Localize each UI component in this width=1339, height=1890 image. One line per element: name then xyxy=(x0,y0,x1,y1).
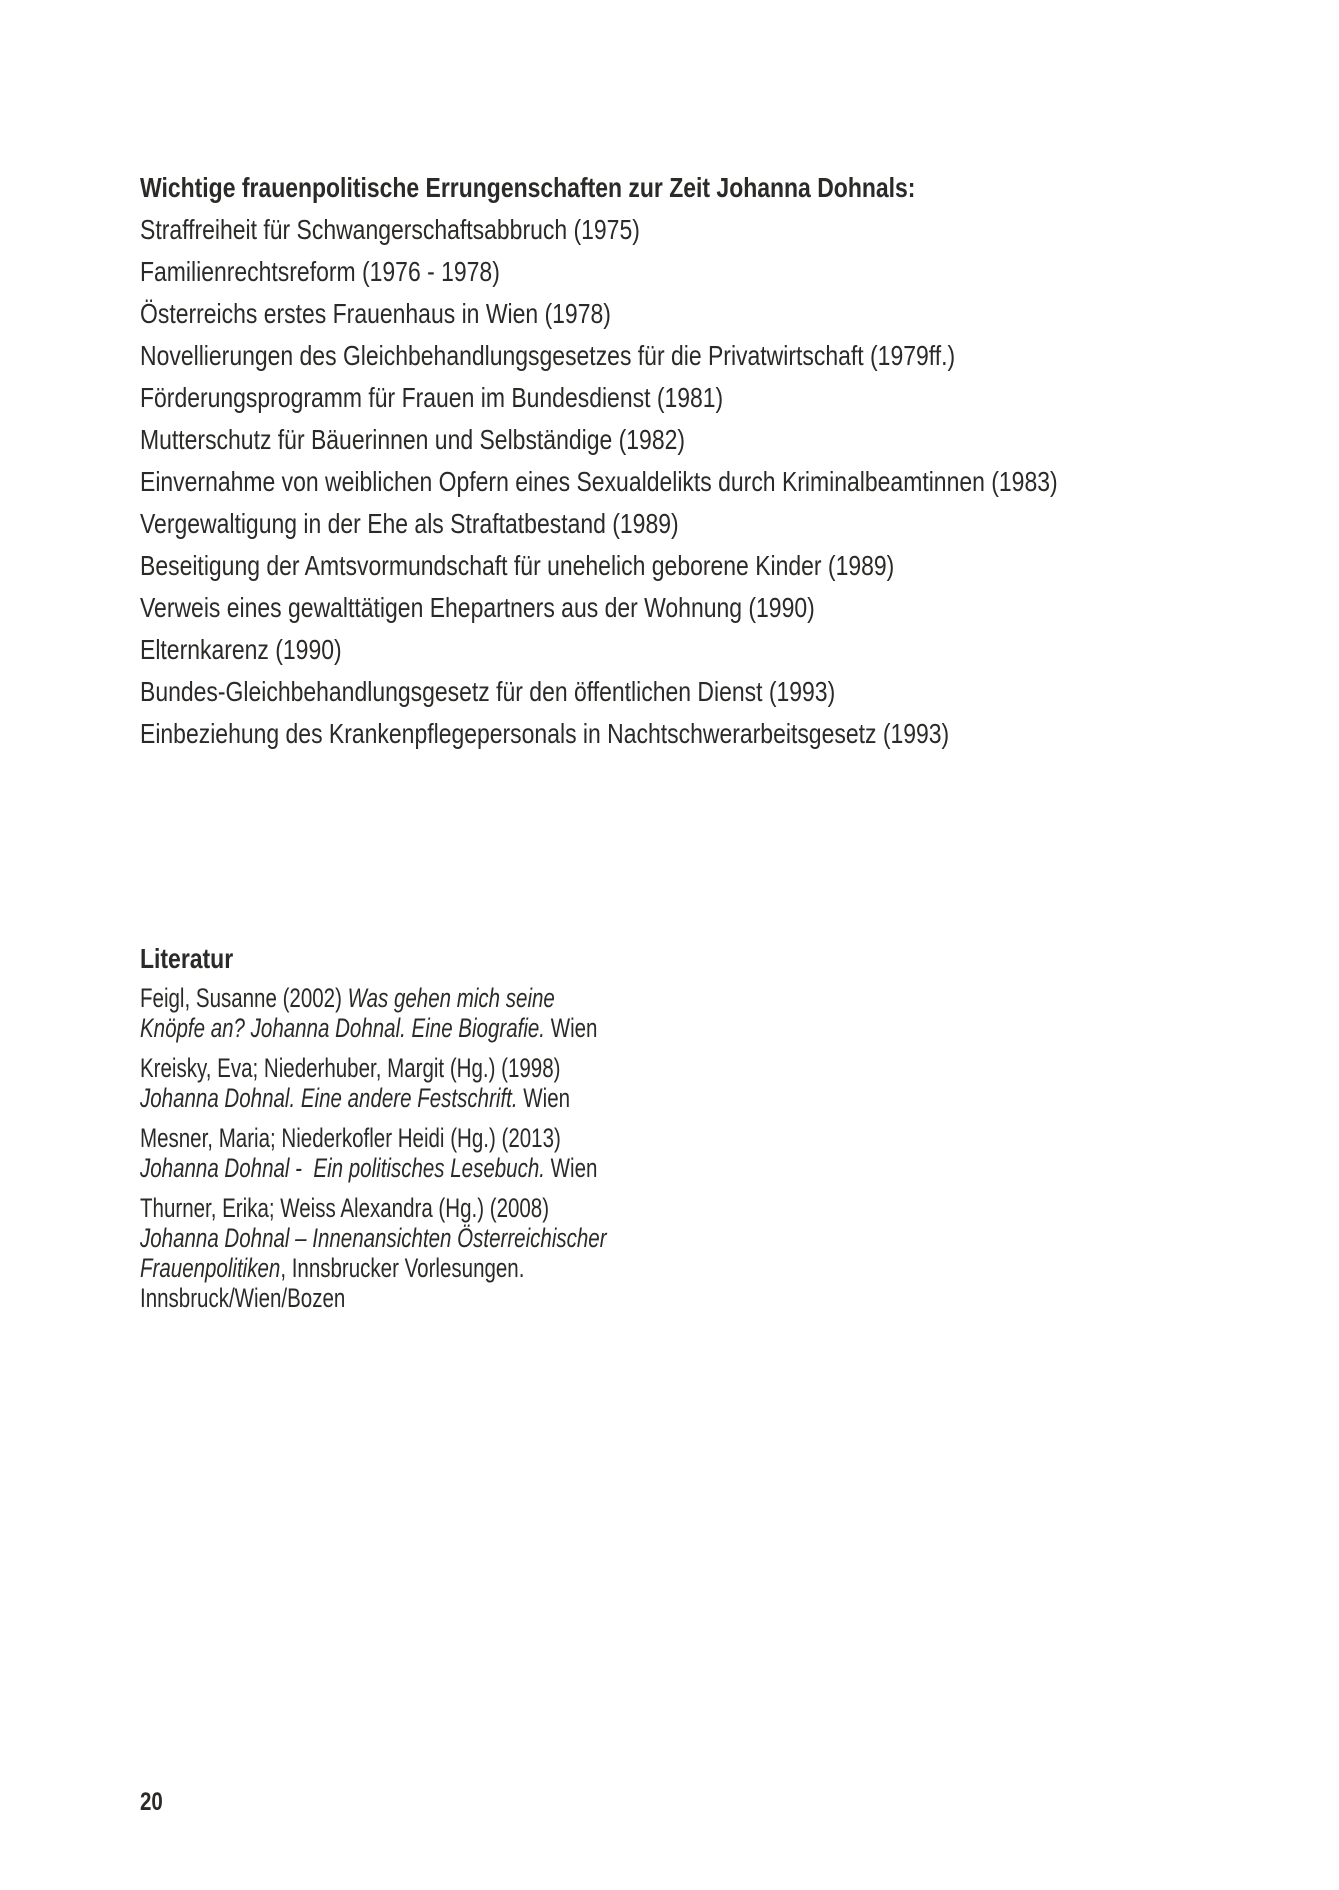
achievement-item xyxy=(140,587,1300,629)
achievement-item xyxy=(140,335,1300,377)
bib-text-segment: Thurner, Erika; Weiss Alexandra (Hg.) (2008) xyxy=(140,1193,550,1223)
achievement-item-text: Österreichs erstes Frauenhaus in Wien (1978) xyxy=(140,298,611,329)
literature-entry xyxy=(140,1123,960,1183)
achievement-item-text: Bundes-Gleichbehandlungsgesetz für den öffentlichen Dienst (1993) xyxy=(140,676,836,707)
literature-entry xyxy=(140,1053,960,1113)
bib-text-segment: Kreisky, Eva; Niederhuber, Margit (Hg.) (1998) xyxy=(140,1053,561,1083)
achievement-item-text: Mutterschutz für Bäuerinnen und Selbständige (1982) xyxy=(140,424,686,455)
achievement-item xyxy=(140,209,1300,251)
achievement-item-text: Straffreiheit für Schwangerschaftsabbruch (1975) xyxy=(140,214,640,245)
achievement-item-text: Förderungsprogramm für Frauen im Bundesdienst (1981) xyxy=(140,382,724,413)
achievement-item xyxy=(140,377,1300,419)
book-title-segment: Frauenpolitiken xyxy=(140,1253,281,1283)
book-title-segment: Johanna Dohnal. Eine andere Festschrift. xyxy=(140,1083,518,1113)
bib-text-segment: , Innsbrucker Vorlesungen. xyxy=(280,1253,525,1283)
achievement-item-text: Einvernahme von weiblichen Opfern eines Sexualdelikts durch Kriminalbeamtinnen (1983) xyxy=(140,466,1058,497)
achievement-item xyxy=(140,251,1300,293)
achievement-item xyxy=(140,419,1300,461)
book-title-segment: Johanna Dohnal - Ein politisches Lesebuch. xyxy=(140,1153,545,1183)
literature-entry-line xyxy=(140,1123,763,1153)
book-title-segment: Was gehen mich seine xyxy=(347,983,555,1013)
achievement-item-text: Verweis eines gewalttätigen Ehepartners aus der Wohnung (1990) xyxy=(140,592,815,623)
achievements-section xyxy=(140,167,1300,755)
literature-heading: Literatur xyxy=(140,943,234,974)
achievement-item-text: Beseitigung der Amtsvormundschaft für unehelich geborene Kinder (1989) xyxy=(140,550,895,581)
literature-entry-line xyxy=(140,1223,763,1253)
bib-text-segment: Wien xyxy=(545,1013,598,1043)
book-title-segment: Knöpfe an? Johanna Dohnal. Eine Biografie. xyxy=(140,1013,546,1043)
literature-entry-line xyxy=(140,983,763,1013)
achievement-item xyxy=(140,713,1300,755)
literature-entry-line xyxy=(140,1283,763,1313)
literature-entry-line xyxy=(140,1193,763,1223)
bib-text-segment: Wien xyxy=(544,1153,598,1183)
achievement-item-text: Elternkarenz (1990) xyxy=(140,634,342,665)
bib-text-segment: Mesner, Maria; Niederkofler Heidi (Hg.) (2013) xyxy=(140,1123,561,1153)
bib-text-segment: Wien xyxy=(517,1083,571,1113)
literature-entry xyxy=(140,983,960,1043)
achievement-item xyxy=(140,461,1300,503)
achievement-item xyxy=(140,503,1300,545)
literature-entry-line xyxy=(140,1153,763,1183)
literature-section xyxy=(140,944,960,1323)
literature-entry-line xyxy=(140,1083,763,1113)
achievement-item xyxy=(140,671,1300,713)
bib-text-segment: Innsbruck/Wien/Bozen xyxy=(140,1283,346,1313)
achievement-item-text: Vergewaltigung in der Ehe als Straftatbestand (1989) xyxy=(140,508,679,539)
achievements-heading: Wichtige frauenpolitische Errungenschaften zur Zeit Johanna Dohnals: xyxy=(140,172,916,203)
achievements-list xyxy=(140,209,1300,755)
literature-entries xyxy=(140,983,960,1313)
achievement-item-text: Familienrechtsreform (1976 - 1978) xyxy=(140,256,500,287)
literature-entry-line xyxy=(140,1053,763,1083)
book-title-segment: Johanna Dohnal – Innenansichten Österreichischer xyxy=(140,1223,607,1253)
literature-entry-line xyxy=(140,1013,763,1043)
page-number: 20 xyxy=(140,1788,163,1816)
achievement-item xyxy=(140,545,1300,587)
bib-text-segment: Feigl, Susanne (2002) xyxy=(140,983,348,1013)
achievement-item xyxy=(140,293,1300,335)
literature-entry xyxy=(140,1193,960,1313)
literature-entry-line xyxy=(140,1253,763,1283)
achievement-item xyxy=(140,629,1300,671)
achievement-item-text: Einbeziehung des Krankenpflegepersonals in Nachtschwerarbeitsgesetz (1993) xyxy=(140,718,950,749)
page-footer xyxy=(140,1790,168,1815)
achievement-item-text: Novellierungen des Gleichbehandlungsgesetzes für die Privatwirtschaft (1979ff.) xyxy=(140,340,956,371)
